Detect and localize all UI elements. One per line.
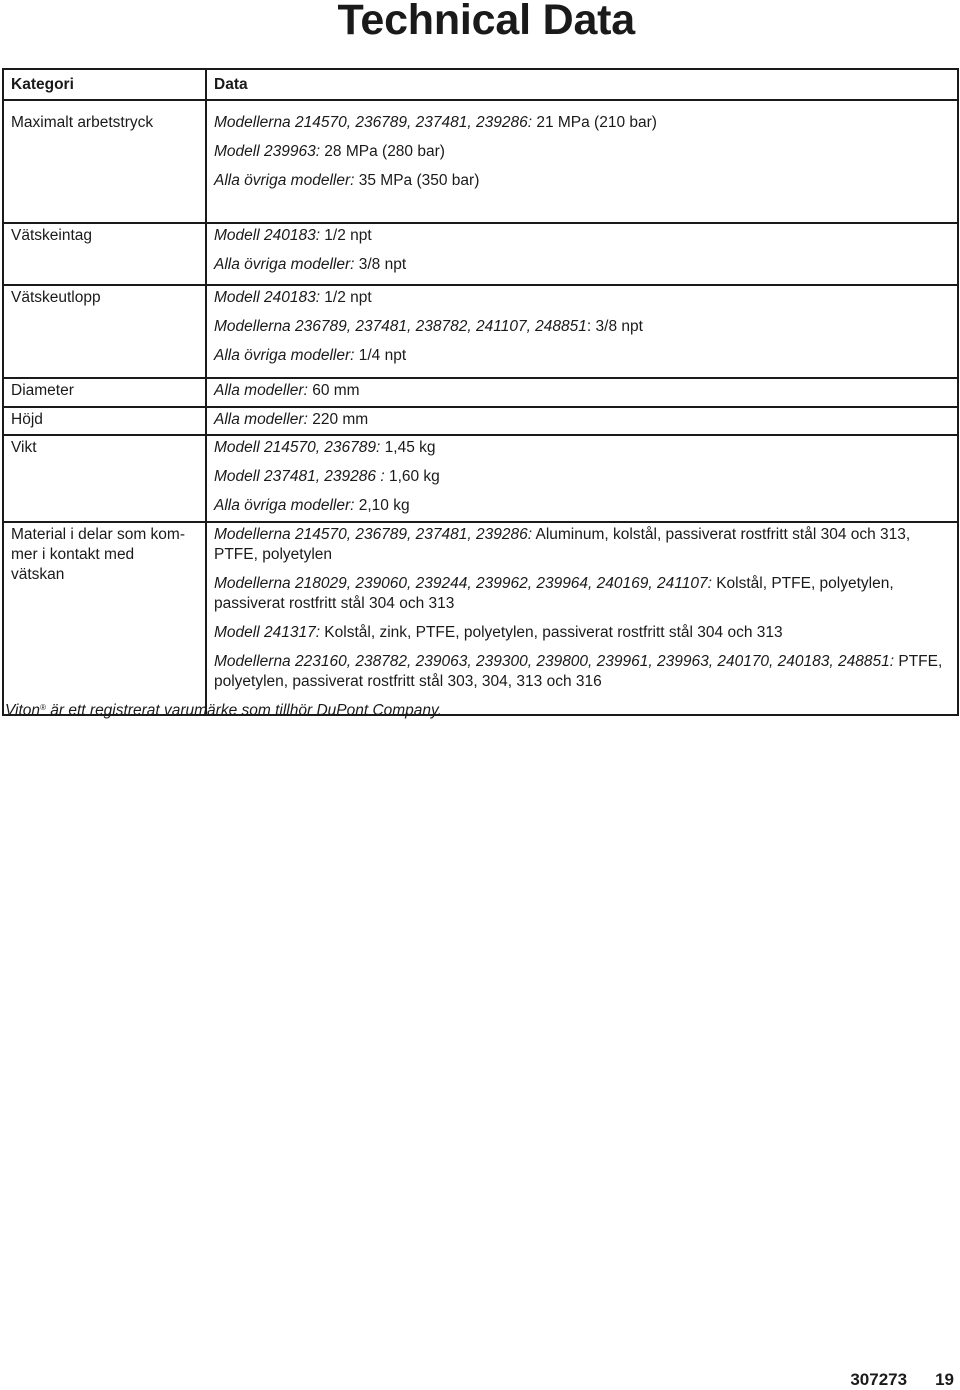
spec-value: 1/4 npt bbox=[354, 347, 407, 364]
model-label: Modellerna 223160, 238782, 239063, 239300, 239800, 239961, 239963, 240170, 240183, 248851: bbox=[214, 653, 895, 670]
spec-value: 21 MPa (210 bar) bbox=[532, 114, 657, 131]
spec-entry bbox=[214, 288, 950, 308]
trademark-footnote bbox=[5, 702, 442, 720]
spec-value: 35 MPa (350 bar) bbox=[354, 172, 480, 189]
category-cell bbox=[3, 100, 206, 223]
spec-value: Kolstål, zink, PTFE, polyetylen, passiverat rostfritt stål 304 och 313 bbox=[320, 624, 783, 641]
category-label: mer i kontakt med bbox=[11, 546, 135, 563]
model-label: Alla övriga modeller: bbox=[214, 172, 355, 189]
spec-entry bbox=[214, 113, 950, 133]
model-label: Alla modeller: bbox=[214, 411, 308, 428]
model-label: Modell 240183: bbox=[214, 289, 320, 306]
model-label: Modellerna 214570, 236789, 237481, 239286: bbox=[214, 526, 533, 543]
spec-value: : 3/8 npt bbox=[586, 318, 643, 335]
spec-value: 1/2 npt bbox=[320, 289, 372, 306]
table-row bbox=[3, 285, 958, 378]
category-label: Vikt bbox=[11, 439, 37, 456]
page-footer bbox=[850, 1370, 954, 1390]
spec-entry bbox=[214, 171, 950, 191]
data-cell bbox=[206, 407, 958, 435]
table-row bbox=[3, 522, 958, 715]
spec-entry bbox=[214, 255, 950, 275]
spec-value: Kolstål, PTFE, polyetylen, passiverat rostfritt stål 304 och 313 bbox=[214, 575, 894, 612]
trademark-text: är ett registrerat varumärke som tillhör DuPont Company. bbox=[45, 702, 442, 719]
table-row bbox=[3, 100, 958, 223]
document-number: 307273 bbox=[850, 1370, 908, 1389]
registered-mark: ® bbox=[40, 703, 46, 712]
spec-value: 1/2 npt bbox=[320, 227, 372, 244]
spec-value: Aluminum, kolstål, passiverat rostfritt stål 304 och 313, PTFE, polyetylen bbox=[214, 526, 911, 563]
model-label: Modell 240183: bbox=[214, 227, 320, 244]
model-label: Alla modeller: bbox=[214, 382, 308, 399]
category-cell bbox=[3, 407, 206, 435]
data-cell bbox=[206, 522, 958, 715]
spec-entry bbox=[214, 574, 950, 614]
spec-value: 60 mm bbox=[307, 382, 360, 399]
category-cell bbox=[3, 435, 206, 522]
model-label: Modellerna 214570, 236789, 237481, 239286: bbox=[214, 114, 533, 131]
model-label: Alla övriga modeller: bbox=[214, 256, 355, 273]
category-label: Material i delar som kom- bbox=[11, 526, 185, 543]
technical-data-table bbox=[2, 68, 959, 716]
model-label: Alla övriga modeller: bbox=[214, 497, 355, 514]
spec-entry bbox=[214, 410, 950, 430]
spec-entry bbox=[214, 623, 950, 643]
spec-entry bbox=[214, 496, 950, 516]
model-label: Modellerna 218029, 239060, 239244, 239962, 239964, 240169, 241107: bbox=[214, 575, 712, 592]
category-label: Vätskeutlopp bbox=[11, 289, 101, 306]
column-header-category: Kategori bbox=[3, 69, 206, 100]
spec-entry bbox=[214, 525, 950, 565]
data-cell bbox=[206, 435, 958, 522]
trademark-brand: Viton bbox=[5, 702, 41, 719]
category-cell bbox=[3, 223, 206, 285]
category-cell bbox=[3, 378, 206, 407]
spec-entry bbox=[214, 226, 950, 246]
spec-value: 1,60 kg bbox=[384, 468, 440, 485]
table-header-row bbox=[3, 69, 958, 100]
page-number: 19 bbox=[935, 1370, 954, 1389]
spec-entry bbox=[214, 438, 950, 458]
table-row bbox=[3, 378, 958, 407]
spec-entry bbox=[214, 317, 950, 337]
model-label: Modell 239963: bbox=[214, 143, 320, 160]
spec-value: PTFE, polyetylen, passiverat rostfritt stål 303, 304, 313 och 316 bbox=[214, 653, 943, 690]
spec-entry bbox=[214, 652, 950, 692]
table-row bbox=[3, 435, 958, 522]
model-label: Modell 241317: bbox=[214, 624, 320, 641]
spec-value: 2,10 kg bbox=[354, 497, 410, 514]
data-cell bbox=[206, 223, 958, 285]
spec-value: 3/8 npt bbox=[354, 256, 407, 273]
spec-entry bbox=[214, 381, 950, 401]
spec-entry bbox=[214, 142, 950, 162]
table-row bbox=[3, 223, 958, 285]
model-label: Modell 237481, 239286 : bbox=[214, 468, 385, 485]
spec-value: 220 mm bbox=[307, 411, 369, 428]
category-cell bbox=[3, 522, 206, 715]
model-label: Modell 214570, 236789: bbox=[214, 439, 381, 456]
table-row bbox=[3, 407, 958, 435]
data-cell bbox=[206, 100, 958, 223]
page-title: Technical Data bbox=[337, 0, 635, 44]
table-body bbox=[3, 100, 958, 715]
category-label: vätskan bbox=[11, 566, 65, 583]
spec-entry bbox=[214, 467, 950, 487]
model-label: Alla övriga modeller: bbox=[214, 347, 355, 364]
category-label: Höjd bbox=[11, 411, 43, 428]
category-label: Diameter bbox=[11, 382, 74, 399]
column-header-data: Data bbox=[206, 69, 958, 100]
data-cell bbox=[206, 378, 958, 407]
category-label: Maximalt arbetstryck bbox=[11, 114, 154, 131]
category-cell bbox=[3, 285, 206, 378]
category-label: Vätskeintag bbox=[11, 227, 92, 244]
spec-value: 28 MPa (280 bar) bbox=[320, 143, 445, 160]
data-cell bbox=[206, 285, 958, 378]
spec-entry bbox=[214, 346, 950, 366]
model-label: Modellerna 236789, 237481, 238782, 241107, 248851 bbox=[214, 318, 587, 335]
spec-value: 1,45 kg bbox=[380, 439, 436, 456]
